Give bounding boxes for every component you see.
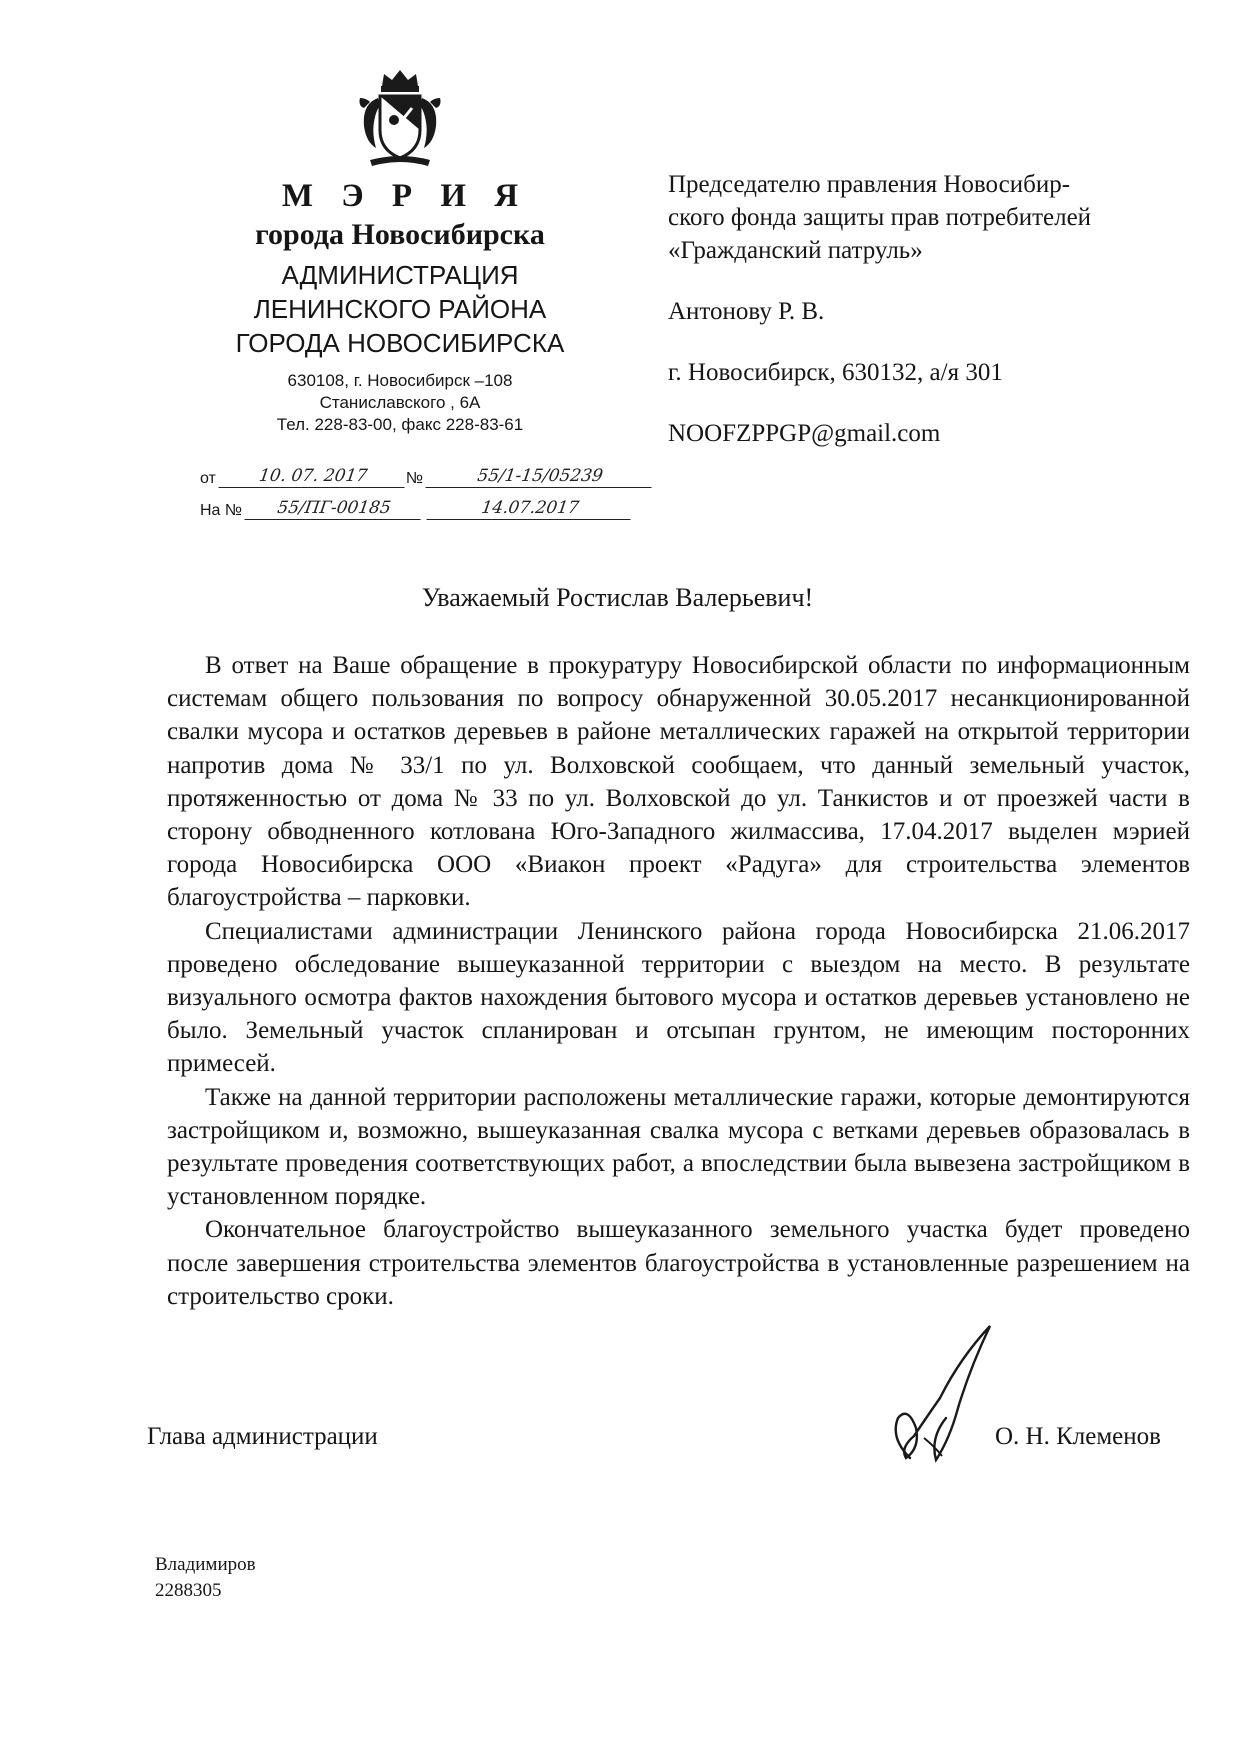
letter-body <box>167 649 1190 1313</box>
mayor-title: М Э Р И Я <box>281 178 529 214</box>
admin-line: ГОРОДА НОВОСИБИРСКА <box>235 328 565 358</box>
outgoing-number: 55/1-15/05239 <box>426 466 655 488</box>
signatory-title: Глава администрации <box>147 1423 378 1450</box>
administration-name <box>200 258 600 360</box>
addressee-line: Председателю правления Новосибир- <box>668 171 1071 198</box>
addressee-email: NOOFZPPGP@gmail.com <box>668 420 941 447</box>
from-label: от <box>200 470 216 487</box>
letterhead <box>200 68 600 436</box>
admin-line: АДМИНИСТРАЦИЯ <box>281 260 519 290</box>
reply-label: На № <box>200 502 243 519</box>
address-line: Станиславского , 6А <box>319 393 481 412</box>
addressee-line: «Гражданский патруль» <box>668 237 923 264</box>
admin-line: ЛЕНИНСКОГО РАЙОНА <box>253 294 547 324</box>
outgoing-ref-row <box>200 456 660 488</box>
incoming-ref-row <box>200 488 660 520</box>
city-title: города Новосибирска <box>255 218 545 251</box>
body-paragraph: Также на данной территории расположены металлические гаражи, которые демонтируются застройщиком и, возможно, вышеуказанная свалка мусора с ветками деревьев образовалась в результате проведения соответствующих работ, а впоследствии была вывезена застройщиком в установленном порядке. <box>167 1083 1190 1211</box>
incoming-number: 55/ПГ-00185 <box>245 498 424 520</box>
outgoing-date: 10. 07. 2017 <box>218 466 407 488</box>
letterhead-address <box>200 370 600 436</box>
body-paragraph: Специалистами администрации Ленинского района города Новосибирска 21.06.2017 проведено обследование вышеуказанной территории с выездом на место. В результате визуального осмотра фактов нахождения бытового мусора и остатков деревьев установлено не было. Земельный участок спланирован и отсыпан грунтом, не имеющим посторонних примесей. <box>167 917 1190 1078</box>
handwritten-signature-icon <box>880 1318 1010 1468</box>
address-line: 630108, г. Новосибирск –108 <box>287 371 513 390</box>
reference-block <box>200 456 660 520</box>
addressee-line: ского фонда защиты прав потребителей <box>668 204 1092 231</box>
executor-name: Владимиров <box>155 1554 256 1575</box>
address-line: Тел. 228-83-00, факс 228-83-61 <box>276 415 524 434</box>
addressee-block <box>668 168 1188 450</box>
addressee-name: Антонову Р. В. <box>668 298 825 325</box>
number-label: № <box>405 470 424 487</box>
incoming-date: 14.07.2017 <box>427 498 634 520</box>
executor-block <box>155 1552 256 1604</box>
salutation: Уважаемый Ростислав Валерьевич! <box>421 583 814 612</box>
signatory-name: О. Н. Клеменов <box>995 1423 1161 1450</box>
addressee-postal: г. Новосибирск, 630132, а/я 301 <box>668 359 1003 386</box>
novosibirsk-coat-of-arms-icon <box>354 68 446 168</box>
body-paragraph: Окончательное благоустройство вышеуказанного земельного участка будет проведено после завершения строительства элементов благоустройства в установленные разрешением на строительство сроки. <box>167 1216 1190 1310</box>
body-paragraph: В ответ на Ваше обращение в прокуратуру Новосибирской области по информационным системам общего пользования по вопросу обнаруженной 30.05.2017 несанкционированной свалки мусора и остатков деревьев в районе металлических гаражей на открытой территории напротив дома № 33/1 по ул. Волховской сообщаем, что данный земельный участок, протяженностью от дома № 33 по ул. Волховской до ул. Танкистов и от проезжей части в сторону обводненного котлована Юго-Западного жилмассива, 17.04.2017 выделен мэрией города Новосибирска ООО «Виакон проект «Радуга» для строительства элементов благоустройства – парковки. <box>167 652 1190 912</box>
executor-phone: 2288305 <box>155 1580 222 1601</box>
